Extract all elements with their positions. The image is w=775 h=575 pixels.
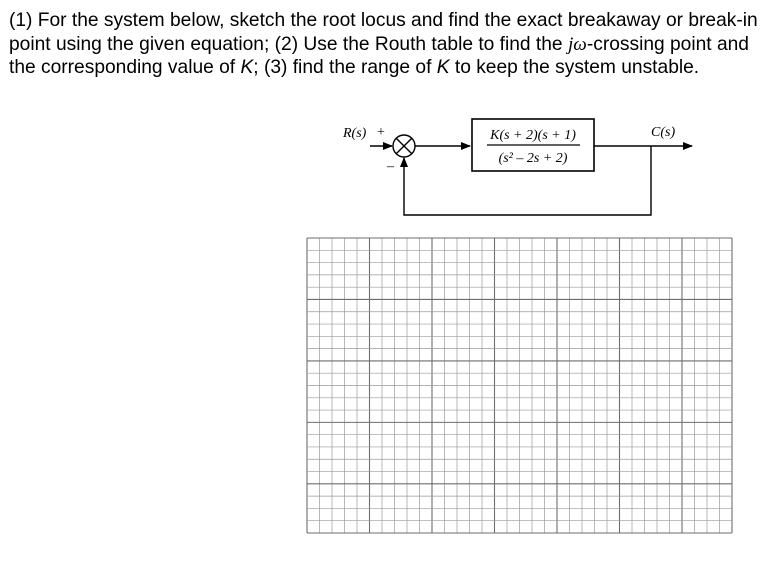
question-part2: -crossing point and the corresponding value of bbox=[9, 33, 749, 78]
transfer-function-block bbox=[472, 119, 594, 171]
k-symbol-1: K bbox=[240, 57, 254, 78]
input-label: R(s) bbox=[343, 126, 367, 141]
graph-paper-grid bbox=[307, 238, 732, 533]
question-part4: to keep the system unstable. bbox=[449, 57, 700, 78]
summing-junction bbox=[393, 135, 415, 157]
question-part3: ; (3) find the range of bbox=[253, 57, 437, 78]
plus-sign: + bbox=[377, 125, 385, 140]
k-symbol-2: K bbox=[436, 57, 450, 78]
tf-numerator: K(s + 2)(s + 1) bbox=[490, 128, 576, 143]
output-label: C(s) bbox=[651, 125, 676, 140]
jw-symbol: jω bbox=[567, 33, 587, 55]
question-part1: (1) For the system below, sketch the root locus and find the exact breakaway or break-in point using the given equation; (2) Use the Routh table to find the bbox=[9, 10, 758, 55]
minus-sign: – bbox=[387, 159, 394, 174]
tf-denominator: (s² – 2s + 2) bbox=[498, 151, 568, 166]
